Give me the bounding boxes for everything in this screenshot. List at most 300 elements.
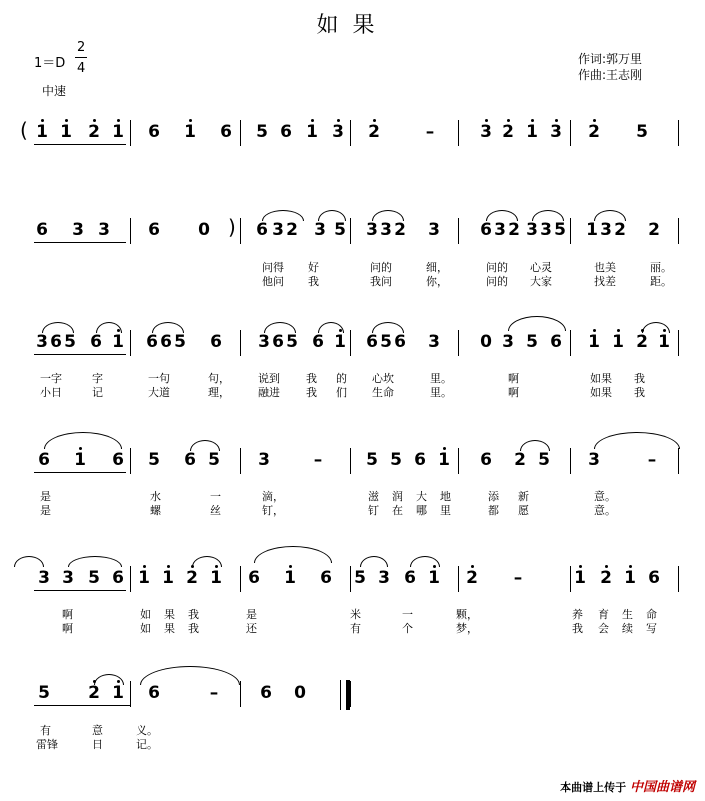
- note-2-19: 3: [540, 220, 552, 240]
- note-5-10: 1: [284, 568, 296, 588]
- note-4-4: 5: [148, 450, 160, 470]
- bar-line: [350, 330, 351, 356]
- octave-dot-above: [311, 119, 314, 122]
- note-3-8: 5: [174, 332, 186, 352]
- note-3-6: 6: [146, 332, 158, 352]
- note-1-16: 1: [526, 122, 538, 142]
- octave-dot-above: [531, 119, 534, 122]
- note-2-7: 3: [272, 220, 284, 240]
- lyric-l3b-2: 记: [92, 386, 103, 399]
- note-4-16: 3: [588, 450, 600, 470]
- note-3-20: 3: [502, 332, 514, 352]
- bar-line: [130, 218, 131, 244]
- lyric-l5b-12: 写: [646, 622, 657, 635]
- site-logo[interactable]: 中国曲谱网: [629, 780, 695, 795]
- lyric-l3a-7: 的: [336, 372, 347, 385]
- slur-4: [486, 210, 518, 221]
- note-5-11: 6: [320, 568, 332, 588]
- slur-22: [360, 556, 388, 567]
- octave-dot-above: [117, 119, 120, 122]
- bar-line: [240, 448, 241, 474]
- note-5-14: 6: [404, 568, 416, 588]
- lyric-l5a-3: 果: [164, 608, 175, 621]
- lyric-l5b-8: 梦，: [456, 622, 478, 635]
- note-3-23: 1: [588, 332, 600, 352]
- lyric-l3b-9: 里。: [430, 386, 452, 399]
- lyric-l2a-4: 细，: [426, 261, 448, 274]
- octave-dot-above: [629, 565, 632, 568]
- note-2-12: 3: [380, 220, 392, 240]
- lyric-l2b-8: 距。: [650, 275, 672, 288]
- bar-line: [570, 330, 571, 356]
- lyric-l4b-9: 都: [488, 504, 499, 517]
- bar-line: [240, 681, 241, 707]
- slur-12: [372, 322, 404, 333]
- lyric-l2a-6: 心灵: [530, 261, 552, 274]
- note-2-24: 2: [648, 220, 660, 240]
- note-2-15: 6: [480, 220, 492, 240]
- beam-underline: [34, 705, 130, 706]
- lyric-l4a-1: 是: [40, 490, 51, 503]
- note-5-9: 6: [248, 568, 260, 588]
- note-4-5: 6: [184, 450, 196, 470]
- note-2-4: 6: [148, 220, 160, 240]
- note-5-2: 3: [62, 568, 74, 588]
- beam-underline: [34, 472, 126, 473]
- beam-underline: [34, 354, 126, 355]
- note-5-20: 1: [624, 568, 636, 588]
- slur-21: [254, 546, 332, 563]
- lyric-l5b-1: 啊: [62, 622, 73, 635]
- note-5-8: 1: [210, 568, 222, 588]
- bar-line: [240, 330, 241, 356]
- lyric-l4a-8: 地: [440, 490, 451, 503]
- octave-dot-above: [373, 119, 376, 122]
- octave-dot-above: [65, 119, 68, 122]
- octave-dot-above: [443, 447, 446, 450]
- beam-underline: [34, 242, 126, 243]
- slur-2: [318, 210, 346, 221]
- note-1-3: 2: [88, 122, 100, 142]
- note-2-21: 1: [586, 220, 598, 240]
- lyric-l4b-7: 哪: [416, 504, 427, 517]
- slur-13: [508, 316, 566, 331]
- slur-11: [318, 322, 344, 333]
- lyric-l3a-9: 里。: [430, 372, 452, 385]
- lyric-l3b-7: 们: [336, 386, 347, 399]
- lyric-l3a-6: 我: [306, 372, 317, 385]
- bar-line: [130, 566, 131, 592]
- lyric-l3a-1: 一字: [40, 372, 62, 385]
- bar-line: [678, 218, 679, 244]
- note-2-8: 2: [286, 220, 298, 240]
- note-2-14: 3: [428, 220, 440, 240]
- octave-dot-above: [471, 565, 474, 568]
- bar-line: [570, 448, 571, 474]
- footer-credit: [560, 776, 695, 795]
- note-1-4: 1: [112, 122, 124, 142]
- lyric-l4b-8: 里: [440, 504, 451, 517]
- slur-3: [372, 210, 404, 221]
- lyric-l2b-3: 我问: [370, 275, 392, 288]
- lyric-l4b-1: 是: [40, 504, 51, 517]
- lyric-l5b-5: 还: [246, 622, 257, 635]
- lyric-l2b-7: 找差: [594, 275, 616, 288]
- note-2-17: 2: [508, 220, 520, 240]
- final-barline-thin: [340, 680, 341, 710]
- note-3-2: 6: [50, 332, 62, 352]
- note-3-9: 6: [210, 332, 222, 352]
- lyricist: 作词:郭万里: [578, 52, 643, 66]
- bar-line: [350, 681, 351, 707]
- lyric-l3a-12: 我: [634, 372, 645, 385]
- bar-line: [678, 120, 679, 146]
- lyric-l2a-2: 好: [308, 261, 319, 274]
- octave-dot-above: [337, 119, 340, 122]
- note-4-10: 5: [390, 450, 402, 470]
- note-6-3: 1: [112, 683, 124, 703]
- lyric-l3a-3: 一句: [148, 372, 170, 385]
- octave-dot-above: [593, 119, 596, 122]
- lyric-l5a-7: 一: [402, 608, 413, 621]
- note-3-22: 6: [550, 332, 562, 352]
- slur-17: [520, 440, 550, 451]
- lyric-l4b-5: 钉: [368, 504, 379, 517]
- note-5-4: 6: [112, 568, 124, 588]
- note-4-11: 6: [414, 450, 426, 470]
- key-signature: 1＝D: [34, 56, 66, 71]
- note-3-14: 1: [334, 332, 346, 352]
- note-4-15: 5: [538, 450, 550, 470]
- note-3-24: 1: [612, 332, 624, 352]
- note-1-13: –: [425, 122, 435, 142]
- note-6-5: –: [209, 683, 219, 703]
- note-4-2: 1: [74, 450, 86, 470]
- slur-15: [44, 432, 122, 449]
- note-1-11: 3: [332, 122, 344, 142]
- lyric-l3a-10: 啊: [508, 372, 519, 385]
- lyric-l6a-3: 义。: [136, 724, 158, 737]
- bar-line: [130, 330, 131, 356]
- bar-line: [240, 218, 241, 244]
- lyric-l2a-5: 问的: [486, 261, 508, 274]
- time-signature-bottom: 4: [77, 61, 86, 76]
- note-1-10: 1: [306, 122, 318, 142]
- bar-line: [570, 218, 571, 244]
- note-3-17: 6: [394, 332, 406, 352]
- bar-line: [678, 330, 679, 356]
- note-3-26: 1: [658, 332, 670, 352]
- note-2-23: 2: [614, 220, 626, 240]
- note-4-13: 6: [480, 450, 492, 470]
- note-1-17: 3: [550, 122, 562, 142]
- octave-dot-above: [143, 565, 146, 568]
- lyric-l4a-7: 大: [416, 490, 427, 503]
- note-3-4: 6: [90, 332, 102, 352]
- note-3-3: 5: [64, 332, 76, 352]
- note-5-17: –: [513, 568, 523, 588]
- lyric-l2b-6: 大家: [530, 275, 552, 288]
- note-6-4: 6: [148, 683, 160, 703]
- octave-dot-above: [555, 119, 558, 122]
- note-2-10: 5: [334, 220, 346, 240]
- beam-underline: [34, 590, 126, 591]
- lyric-l5b-6: 有: [350, 622, 361, 635]
- lyric-l4a-11: 意。: [594, 490, 616, 503]
- bar-line: [458, 448, 459, 474]
- lyric-l3b-3: 大道: [148, 386, 170, 399]
- bar-line: [350, 218, 351, 244]
- final-barline: [346, 680, 350, 710]
- octave-dot-above: [289, 565, 292, 568]
- lyric-l5a-6: 米: [350, 608, 361, 621]
- note-4-14: 2: [514, 450, 526, 470]
- lyric-l3a-4: 句，: [208, 372, 230, 385]
- note-3-5: 1: [112, 332, 124, 352]
- lyric-l4b-10: 愿: [518, 504, 529, 517]
- note-1-8: 5: [256, 122, 268, 142]
- note-5-16: 2: [466, 568, 478, 588]
- note-3-10: 3: [258, 332, 270, 352]
- slur-14: [642, 322, 670, 333]
- bar-line: [350, 120, 351, 146]
- lyric-l4b-3: 丝: [210, 504, 221, 517]
- slur-16: [190, 440, 220, 451]
- lyric-l5b-7: 个: [402, 622, 413, 635]
- octave-dot-above: [593, 329, 596, 332]
- lyric-l4a-9: 添: [488, 490, 499, 503]
- beam-underline: [34, 144, 126, 145]
- lyric-l4b-6: 在: [392, 504, 403, 517]
- lyric-l5b-3: 果: [164, 622, 175, 635]
- lyric-l2a-1: 问得: [262, 261, 284, 274]
- note-4-17: –: [647, 450, 657, 470]
- octave-dot-above: [41, 119, 44, 122]
- slur-19: [68, 556, 122, 567]
- lyric-l3b-1: 小日: [40, 386, 62, 399]
- note-1-12: 2: [368, 122, 380, 142]
- note-1-15: 2: [502, 122, 514, 142]
- slur-7: [42, 322, 74, 333]
- note-2-5: 0: [198, 220, 210, 240]
- lyric-l5b-9: 我: [572, 622, 583, 635]
- note-5-15: 1: [428, 568, 440, 588]
- lyric-l3b-12: 我: [634, 386, 645, 399]
- note-4-9: 5: [366, 450, 378, 470]
- bar-line: [130, 120, 131, 146]
- lyric-l3b-11: 如果: [590, 386, 612, 399]
- lyric-l5a-10: 育: [598, 608, 609, 621]
- lyric-l6b-1: 雷锋: [36, 738, 58, 751]
- note-5-12: 5: [354, 568, 366, 588]
- slur-18: [594, 432, 680, 449]
- note-5-6: 1: [162, 568, 174, 588]
- note-3-7: 6: [160, 332, 172, 352]
- footer-prefix: 本曲谱上传于: [560, 781, 627, 794]
- slur-5: [532, 210, 564, 221]
- note-2-22: 3: [600, 220, 612, 240]
- note-3-19: 0: [480, 332, 492, 352]
- lyric-l3b-6: 我: [306, 386, 317, 399]
- note-3-16: 5: [380, 332, 392, 352]
- bar-line: [240, 566, 241, 592]
- slur-9: [152, 322, 184, 333]
- lyric-l6a-1: 有: [40, 724, 51, 737]
- note-1-9: 6: [280, 122, 292, 142]
- note-1-19: 5: [636, 122, 648, 142]
- note-2-13: 2: [394, 220, 406, 240]
- note-5-7: 2: [186, 568, 198, 588]
- note-3-25: 2: [636, 332, 648, 352]
- bar-line: [130, 448, 131, 474]
- lyric-l4b-2: 螺: [150, 504, 161, 517]
- time-signature-line: [75, 57, 87, 58]
- lyric-l4a-10: 新: [518, 490, 529, 503]
- lyric-l4a-6: 润: [392, 490, 403, 503]
- note-5-1: 3: [38, 568, 50, 588]
- note-3-12: 5: [286, 332, 298, 352]
- lyric-l2b-2: 我: [308, 275, 319, 288]
- lyric-l5a-8: 颗，: [456, 608, 478, 621]
- note-5-3: 5: [88, 568, 100, 588]
- lyric-l3b-5: 融进: [258, 386, 280, 399]
- composer: 作曲:王志刚: [578, 68, 643, 82]
- lyric-l5a-12: 命: [646, 608, 657, 621]
- note-2-9: 3: [314, 220, 326, 240]
- bar-line: [458, 330, 459, 356]
- note-6-1: 5: [38, 683, 50, 703]
- note-5-13: 3: [378, 568, 390, 588]
- bar-line: [458, 218, 459, 244]
- note-4-12: 1: [438, 450, 450, 470]
- bar-line: [130, 681, 131, 707]
- note-6-7: 0: [294, 683, 306, 703]
- note-3-11: 6: [272, 332, 284, 352]
- song-title: 如果: [316, 13, 389, 38]
- bar-line: [240, 120, 241, 146]
- note-1-6: 1: [184, 122, 196, 142]
- note-4-6: 5: [208, 450, 220, 470]
- note-3-1: 3: [36, 332, 48, 352]
- tie-carry: [14, 556, 44, 567]
- lyric-l4b-4: 钉，: [262, 504, 284, 517]
- lyric-l5a-2: 如: [140, 608, 151, 621]
- slur-6: [594, 210, 626, 221]
- note-1-14: 3: [480, 122, 492, 142]
- lyric-l3a-8: 心坎: [372, 372, 394, 385]
- bar-line: [458, 566, 459, 592]
- bar-line: [350, 566, 351, 592]
- lyric-l3b-10: 啊: [508, 386, 519, 399]
- lyric-l5b-10: 会: [598, 622, 609, 635]
- note-5-18: 1: [574, 568, 586, 588]
- note-3-21: 5: [526, 332, 538, 352]
- note-1-2: 1: [60, 122, 72, 142]
- lyric-l6b-3: 记。: [136, 738, 158, 751]
- note-2-6: 6: [256, 220, 268, 240]
- lyric-l5a-11: 生: [622, 608, 633, 621]
- bar-line: [458, 120, 459, 146]
- octave-dot-above: [605, 565, 608, 568]
- note-2-3: 3: [98, 220, 110, 240]
- note-5-21: 6: [648, 568, 660, 588]
- lyric-l4a-5: 滋: [368, 490, 379, 503]
- lyric-l4a-3: 一: [210, 490, 221, 503]
- lyric-l5a-1: 啊: [62, 608, 73, 621]
- octave-dot-above: [167, 565, 170, 568]
- note-2-1: 6: [36, 220, 48, 240]
- note-2-20: 5: [554, 220, 566, 240]
- note-1-5: 6: [148, 122, 160, 142]
- note-4-1: 6: [38, 450, 50, 470]
- slur-23: [410, 556, 440, 567]
- lyric-l3a-5: 说到: [258, 372, 280, 385]
- lyric-l3a-11: 如果: [590, 372, 612, 385]
- note-5-5: 1: [138, 568, 150, 588]
- slur-8: [96, 322, 122, 333]
- octave-dot-above: [579, 565, 582, 568]
- octave-dot-above: [617, 329, 620, 332]
- bar-line: [570, 120, 571, 146]
- lyric-l5a-4: 我: [188, 608, 199, 621]
- note-3-15: 6: [366, 332, 378, 352]
- repeat-open-paren: (: [20, 118, 28, 142]
- octave-dot-above: [93, 119, 96, 122]
- lyric-l2b-1: 他问: [262, 275, 284, 288]
- lyric-l2a-7: 也美: [594, 261, 616, 274]
- bar-line: [678, 448, 679, 474]
- lyric-l5b-4: 我: [188, 622, 199, 635]
- time-signature-top: 2: [77, 40, 86, 55]
- note-2-16: 3: [494, 220, 506, 240]
- slur-25: [140, 666, 240, 685]
- lyric-l2a-3: 问的: [370, 261, 392, 274]
- note-6-6: 6: [260, 683, 272, 703]
- note-2-11: 3: [366, 220, 378, 240]
- note-5-19: 2: [600, 568, 612, 588]
- note-1-1: 1: [36, 122, 48, 142]
- lyric-l5b-2: 如: [140, 622, 151, 635]
- note-3-13: 6: [312, 332, 324, 352]
- lyric-l3b-4: 理，: [208, 386, 230, 399]
- note-1-7: 6: [220, 122, 232, 142]
- slur-1: [262, 210, 304, 221]
- bar-line: [678, 566, 679, 592]
- bar-line: [350, 448, 351, 474]
- lyric-l3b-8: 生命: [372, 386, 394, 399]
- lyric-l6a-2: 意: [92, 724, 103, 737]
- repeat-close-paren: ): [228, 215, 236, 239]
- lyric-l5a-9: 养: [572, 608, 583, 621]
- lyric-l2b-4: 你，: [426, 275, 448, 288]
- lyric-l3a-2: 字: [92, 372, 103, 385]
- octave-dot-above: [507, 119, 510, 122]
- note-4-7: 3: [258, 450, 270, 470]
- lyric-l2b-5: 问的: [486, 275, 508, 288]
- lyric-l5a-5: 是: [246, 608, 257, 621]
- octave-dot-above: [189, 119, 192, 122]
- note-1-18: 2: [588, 122, 600, 142]
- note-6-2: 2: [88, 683, 100, 703]
- octave-dot-above: [485, 119, 488, 122]
- lyric-l4b-11: 意。: [594, 504, 616, 517]
- note-3-18: 3: [428, 332, 440, 352]
- lyric-l5b-11: 续: [622, 622, 633, 635]
- bar-line: [570, 566, 571, 592]
- lyric-l4a-4: 滴，: [262, 490, 284, 503]
- tempo-marking: 中速: [42, 84, 67, 98]
- slur-20: [192, 556, 222, 567]
